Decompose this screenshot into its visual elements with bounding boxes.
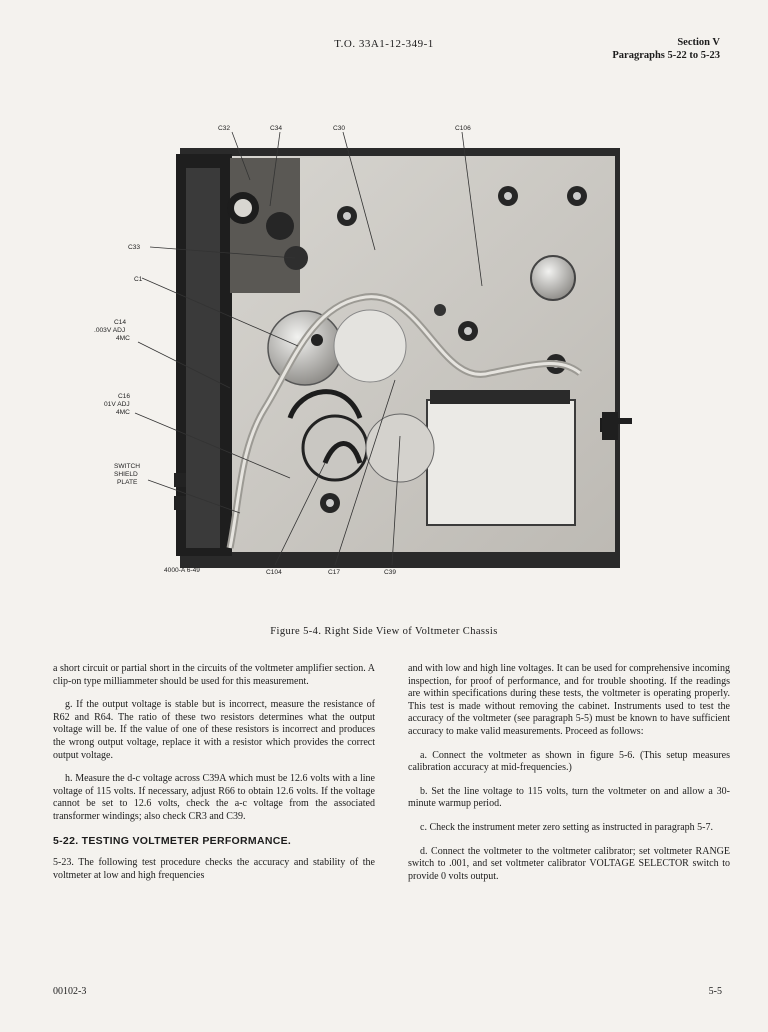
label-c14: C14 (114, 319, 127, 326)
step-c-paragraph: c. Check the instrument meter zero setting as instructed in paragraph 5-7. (420, 821, 713, 833)
section-heading: 5-22. TESTING VOLTMETER PERFORMANCE. (53, 834, 292, 847)
label-code: 4000-A 6-49 (164, 567, 200, 574)
chassis-photo (90, 118, 650, 583)
label-c30: C30 (333, 125, 346, 132)
label-c16-freq: 4MC (116, 409, 130, 416)
label-c17: C17 (328, 569, 341, 576)
right-column (408, 663, 730, 894)
page-number: 5-5 (708, 986, 722, 997)
label-c39: C39 (384, 569, 397, 576)
step-h-paragraph: h. Measure the d-c voltage across C39A which must be 12.6 volts with a line voltage of 115 volts. If necessary, adjust R66 to obtain 12.6 volts. If the voltage cannot be set to 12.6 volts, check the a-c voltage from the associated transformer windings; also check CR3 and C39. (53, 773, 375, 822)
label-switch: SWITCH (114, 463, 141, 470)
section-reference (612, 36, 720, 62)
label-shield: SHIELD (114, 471, 138, 478)
shield-box (427, 400, 575, 525)
label-c14-freq: 4MC (116, 335, 130, 342)
paragraphs-label: Paragraphs 5-22 to 5-23 (612, 50, 720, 61)
label-c33: C33 (128, 244, 141, 251)
label-c14-adj: .003V ADJ (94, 327, 126, 334)
label-c34: C34 (270, 125, 283, 132)
left-paragraph-1: a short circuit or partial short in the circuits of the voltmeter amplifier section. A clip-on type milliammeter should be used for this measurement. (53, 663, 375, 687)
right-paragraph-1: and with low and high line voltages. It can be used for comprehensive incoming inspection, for proof of performance, and for trouble shooting. If the readings are within specifications during these tests, the voltmeter is operating properly. This test is made without removing the cabinet. Instruments used to test the accuracy of the voltmeter (see paragraph 5-5) must be known to have sufficient accuracy to make valid measurements. Proceed as follows: (408, 663, 730, 737)
label-c16-adj: 01V ADJ (104, 401, 130, 408)
document-number: T.O. 33A1-12-349-1 (334, 38, 434, 50)
label-c106: C106 (455, 125, 471, 132)
label-plate: PLATE (117, 479, 138, 486)
step-g-paragraph: g. If the output voltage is stable but is incorrect, measure the resistance of R62 and R64. The ratio of these two resistors determines what the output voltage will be. If the value of one of these resistors is incorrect and produces the wrong output voltage, replace it with a resistor which provides the correct output voltage. (53, 699, 375, 761)
section-label: Section V (677, 37, 720, 48)
figure-caption: Figure 5-4. Right Side View of Voltmeter Chassis (270, 626, 498, 637)
label-c16: C16 (118, 393, 131, 400)
label-c32: C32 (218, 125, 231, 132)
step-b-paragraph: b. Set the line voltage to 115 volts, turn the voltmeter on and allow a 30-minute warmup period. (408, 785, 730, 810)
paragraph-5-23: 5-23. The following test procedure checks the accuracy and stability of the voltmeter at low and high frequencies (53, 857, 375, 881)
label-c1: C1 (134, 276, 143, 283)
label-c104: C104 (266, 569, 282, 576)
step-d-paragraph: d. Connect the voltmeter to the voltmeter calibrator; set voltmeter RANGE switch to .001, and set voltmeter calibrator VOLTAGE SELECTOR switch to provide 0 volts output. (408, 845, 730, 882)
step-a-paragraph: a. Connect the voltmeter as shown in figure 5-6. (This setup measures calibration accuracy at mid-frequencies.) (408, 749, 730, 774)
left-column (53, 663, 375, 893)
footer-code: 00102-3 (53, 986, 87, 997)
